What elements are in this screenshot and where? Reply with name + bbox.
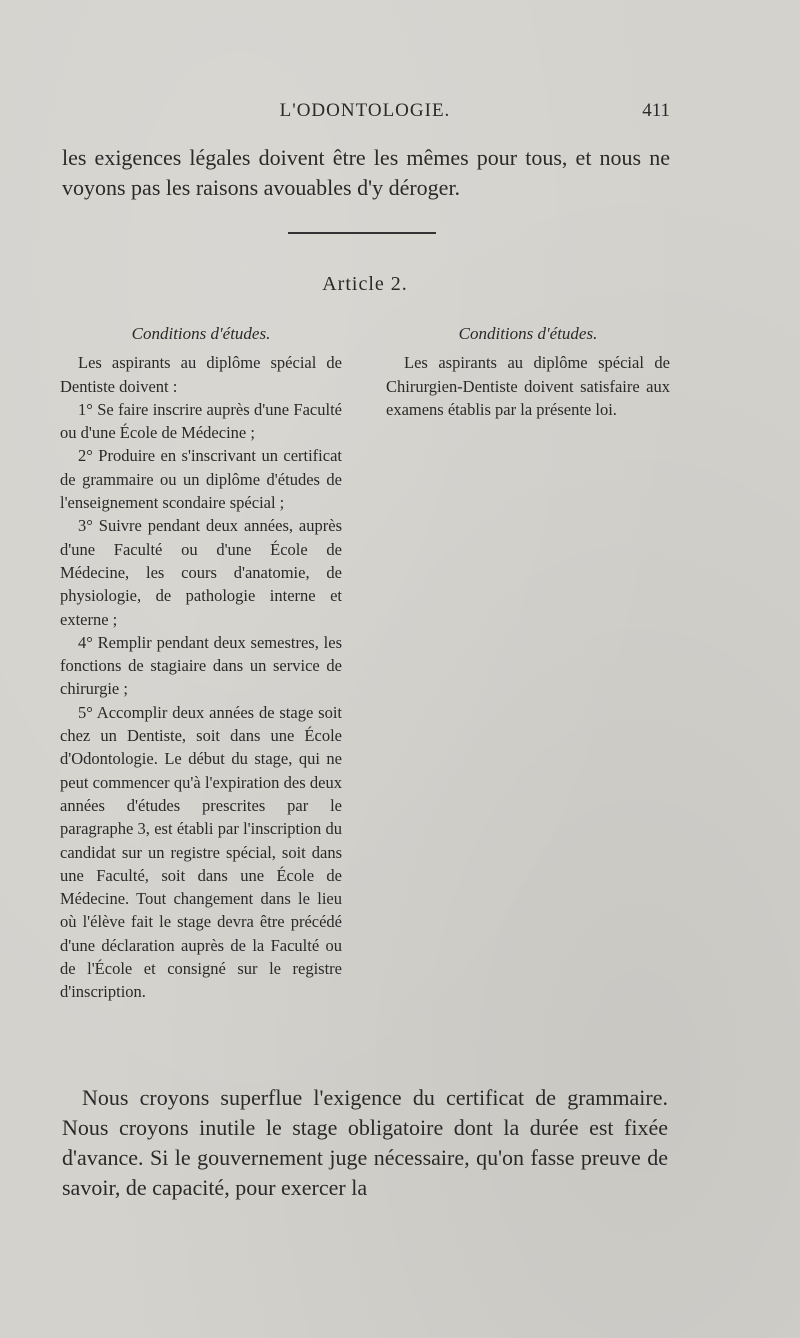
section-divider bbox=[288, 232, 436, 234]
left-paragraph: 1° Se faire inscrire auprès d'une Faculté ou d'une École de Médecine ; bbox=[60, 399, 342, 443]
right-column-heading: Conditions d'études. bbox=[458, 324, 598, 343]
closing-paragraph bbox=[62, 1083, 668, 1203]
running-header bbox=[60, 100, 670, 130]
left-column bbox=[60, 322, 342, 1004]
left-paragraph: 3° Suivre pendant deux années, auprès d'une Faculté ou d'une École de Médecine, les cours d'anatomie, de physiologie, de pathologie interne et externe ; bbox=[60, 516, 342, 629]
left-column-heading: Conditions d'études. bbox=[131, 324, 271, 343]
page-number: 411 bbox=[642, 100, 670, 121]
right-paragraph: Les aspirants au diplôme spécial de Chirurgien-Dentiste doivent satisfaire aux examens établis par la présente loi. bbox=[386, 353, 670, 419]
left-paragraph: 2° Produire en s'inscrivant un certificat de grammaire ou un diplôme d'études de l'enseignement scondaire spécial ; bbox=[60, 446, 342, 513]
intro-text: les exigences légales doivent être les mêmes pour tous, et nous ne voyons pas les raisons avouables d'y déroger. bbox=[62, 145, 670, 200]
right-column bbox=[386, 322, 670, 421]
closing-text: Nous croyons superflue l'exigence du certificat de grammaire. Nous croyons inutile le stage obligatoire dont la durée est fixée d'avance. Si le gouvernement juge nécessaire, qu'on fasse preuve de savoir, de capacité, pour exercer la bbox=[62, 1085, 668, 1200]
left-paragraph: Les aspirants au diplôme spécial de Dentiste doivent : bbox=[60, 353, 342, 396]
article-heading: Article 2. bbox=[322, 273, 408, 295]
left-paragraph: 4° Remplir pendant deux semestres, les fonctions de stagiaire dans un service de chirurgie ; bbox=[60, 632, 342, 699]
running-title: L'ODONTOLOGIE. bbox=[279, 100, 451, 121]
left-paragraph: 5° Accomplir deux années de stage soit chez un Dentiste, soit dans une École d'Odontologie. Le début du stage, qui ne peut commencer qu'à l'expiration des deux années d'études prescrites par le paragraphe 3, est établi par l'inscription du candidat sur un registre spécial, soit dans une Faculté, soit dans une École de Médecine. Tout changement dans le lieu où l'élève fait le stage devra être précédé d'une déclaration auprès de la Faculté ou de l'École et consigné sur le registre d'inscription. bbox=[60, 702, 342, 1002]
intro-paragraph bbox=[62, 143, 670, 203]
